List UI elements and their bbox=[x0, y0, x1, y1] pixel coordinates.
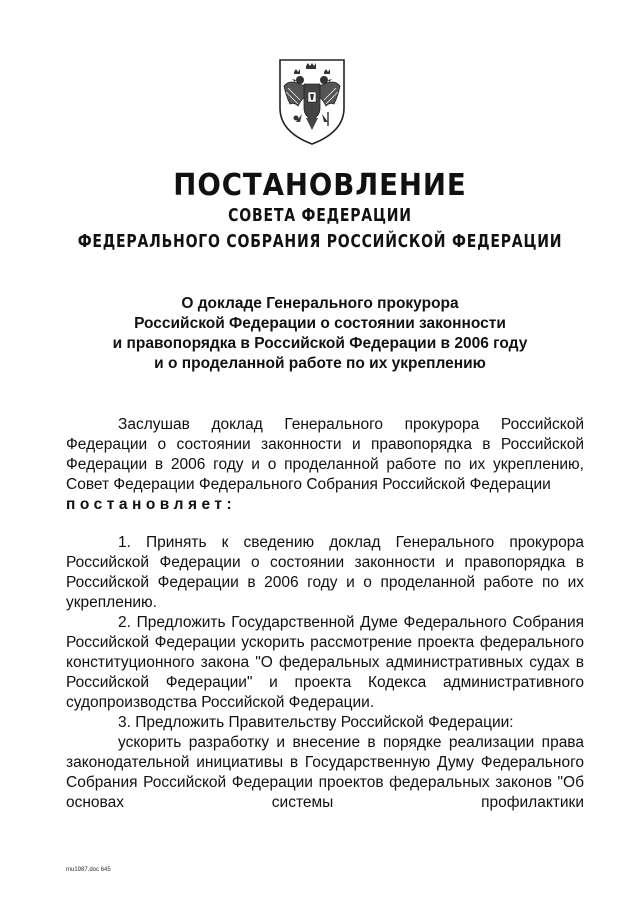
resolution-body bbox=[66, 415, 584, 813]
preamble-paragraph bbox=[66, 415, 584, 515]
preamble-text: Заслушав доклад Генерального прокурора Российской Федерации о состоянии законности и правопорядка в Российской Федерации в 2006 году и о проделанной работе по их укреплению, Совет Федерации Федерального Собрания Российской Федерации bbox=[66, 416, 584, 493]
decree-word: постановляет: bbox=[66, 496, 237, 513]
item-3-subpoint: ускорить разработку и внесение в порядке реализации права законодательной инициативы в Государственную Думу Федерального Собрания Российской Федерации проектов федеральных законов "Об основах системы профилактики bbox=[66, 734, 584, 811]
subject-line: и правопорядка в Российской Федерации в 2006 году bbox=[112, 335, 528, 352]
issuer-line-2: ФЕДЕРАЛЬНОГО СОБРАНИЯ РОССИЙСКОЙ ФЕДЕРАЦИИ bbox=[77, 231, 563, 252]
item-1: 1. Принять к сведению доклад Генерального прокурора Российской Федерации о состоянии законности и правопорядка в Российской Федерации в 2006 году и о проделанной работе по их укреплению. bbox=[66, 534, 584, 611]
resolution-subject bbox=[0, 294, 640, 374]
paragraph-gap bbox=[66, 515, 584, 533]
item-2: 2. Предложить Государственной Думе Федерального Собрания Российской Федерации ускорить рассмотрение проекта федерального конституционного закона "О федеральных административных судах в Российской Федерации" и проекта Кодекса административного судопроизводства Российской Федерации. bbox=[66, 614, 584, 711]
item-3: 3. Предложить Правительству Российской Федерации: bbox=[118, 714, 514, 731]
issuer-line-1: СОВЕТА ФЕДЕРАЦИИ bbox=[228, 205, 412, 226]
coat-of-arms-emblem bbox=[276, 56, 348, 146]
subject-line: Российской Федерации о состоянии законности bbox=[134, 315, 506, 332]
subject-line: О докладе Генерального прокурора bbox=[181, 295, 459, 312]
file-reference: mu1987.doc 645 bbox=[66, 867, 111, 873]
document-title: ПОСТАНОВЛЕНИЕ bbox=[173, 168, 467, 203]
subject-line: и о проделанной работе по их укреплению bbox=[154, 355, 486, 372]
